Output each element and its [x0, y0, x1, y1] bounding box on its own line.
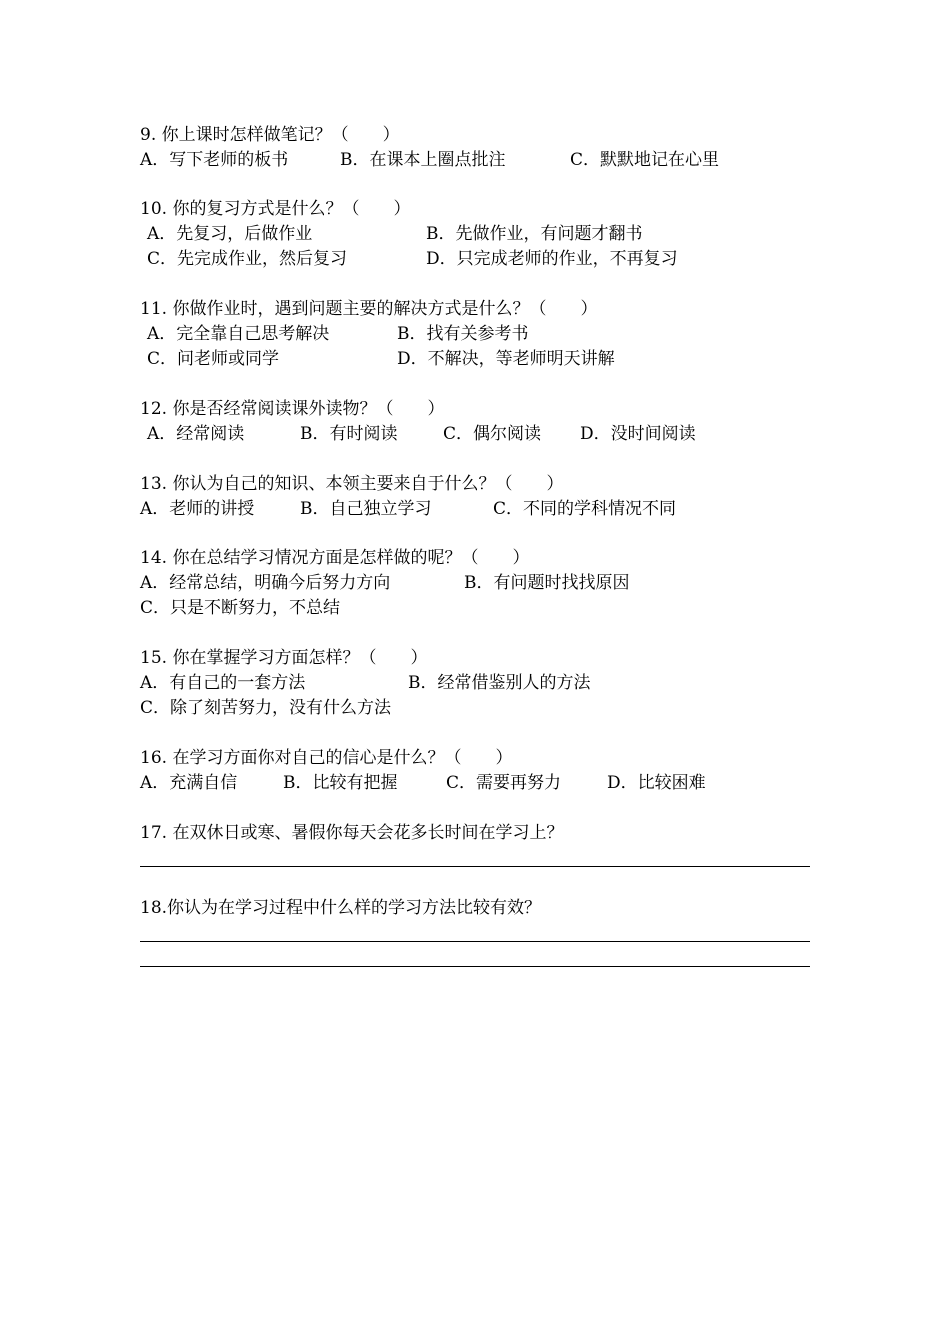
option-b: B．比较有把握	[283, 773, 398, 793]
question-16: 16. 在学习方面你对自己的信心是什么？（ ）	[140, 748, 513, 768]
option-d: D．没时间阅读	[580, 424, 696, 444]
option-c: C．偶尔阅读	[443, 424, 542, 444]
answer-line-18a[interactable]	[140, 941, 810, 942]
option-c: C．先完成作业，然后复习	[147, 249, 348, 269]
question-10: 10. 你的复习方式是什么？（ ）	[140, 199, 411, 219]
question-9: 9. 你上课时怎样做笔记？（ ）	[140, 125, 400, 145]
question-17: 17. 在双休日或寒、暑假你每天会花多长时间在学习上？	[140, 823, 564, 843]
question-14: 14. 你在总结学习情况方面是怎样做的呢？（ ）	[140, 548, 530, 568]
option-c: C．问老师或同学	[147, 349, 280, 369]
option-a: A．先复习，后做作业	[147, 224, 313, 244]
question-11: 11. 你做作业时，遇到问题主要的解决方式是什么？（ ）	[140, 299, 598, 319]
option-c: C．不同的学科情况不同	[493, 499, 677, 519]
answer-line-18b[interactable]	[140, 966, 810, 967]
option-a: A．完全靠自己思考解决	[147, 324, 330, 344]
option-a: A．有自己的一套方法	[140, 673, 306, 693]
option-a: A．充满自信	[140, 773, 238, 793]
option-b: B．有时阅读	[300, 424, 398, 444]
option-c: C．默默地记在心里	[570, 150, 720, 170]
option-d: D．比较困难	[607, 773, 706, 793]
option-b: B．在课本上圈点批注	[340, 150, 506, 170]
option-b: B．先做作业，有问题才翻书	[426, 224, 643, 244]
option-c: C．除了刻苦努力，没有什么方法	[140, 698, 392, 718]
option-c: C．需要再努力	[446, 773, 562, 793]
option-a: A．经常阅读	[147, 424, 245, 444]
option-b: B．自己独立学习	[300, 499, 432, 519]
option-a: A．写下老师的板书	[140, 150, 289, 170]
option-b: B．有问题时找找原因	[464, 573, 630, 593]
question-15: 15. 你在掌握学习方面怎样？（ ）	[140, 648, 428, 668]
option-d: D．不解决，等老师明天讲解	[397, 349, 615, 369]
option-c: C．只是不断努力，不总结	[140, 598, 341, 618]
answer-line-17[interactable]	[140, 866, 810, 867]
question-13: 13. 你认为自己的知识、本领主要来自于什么？（ ）	[140, 474, 564, 494]
option-a: A．老师的讲授	[140, 499, 255, 519]
question-12: 12. 你是否经常阅读课外读物？（ ）	[140, 399, 445, 419]
option-d: D．只完成老师的作业，不再复习	[426, 249, 678, 269]
option-b: B．找有关参考书	[397, 324, 529, 344]
question-18: 18.你认为在学习过程中什么样的学习方法比较有效？	[140, 898, 542, 918]
option-b: B．经常借鉴别人的方法	[408, 673, 591, 693]
option-a: A．经常总结，明确今后努力方向	[140, 573, 391, 593]
